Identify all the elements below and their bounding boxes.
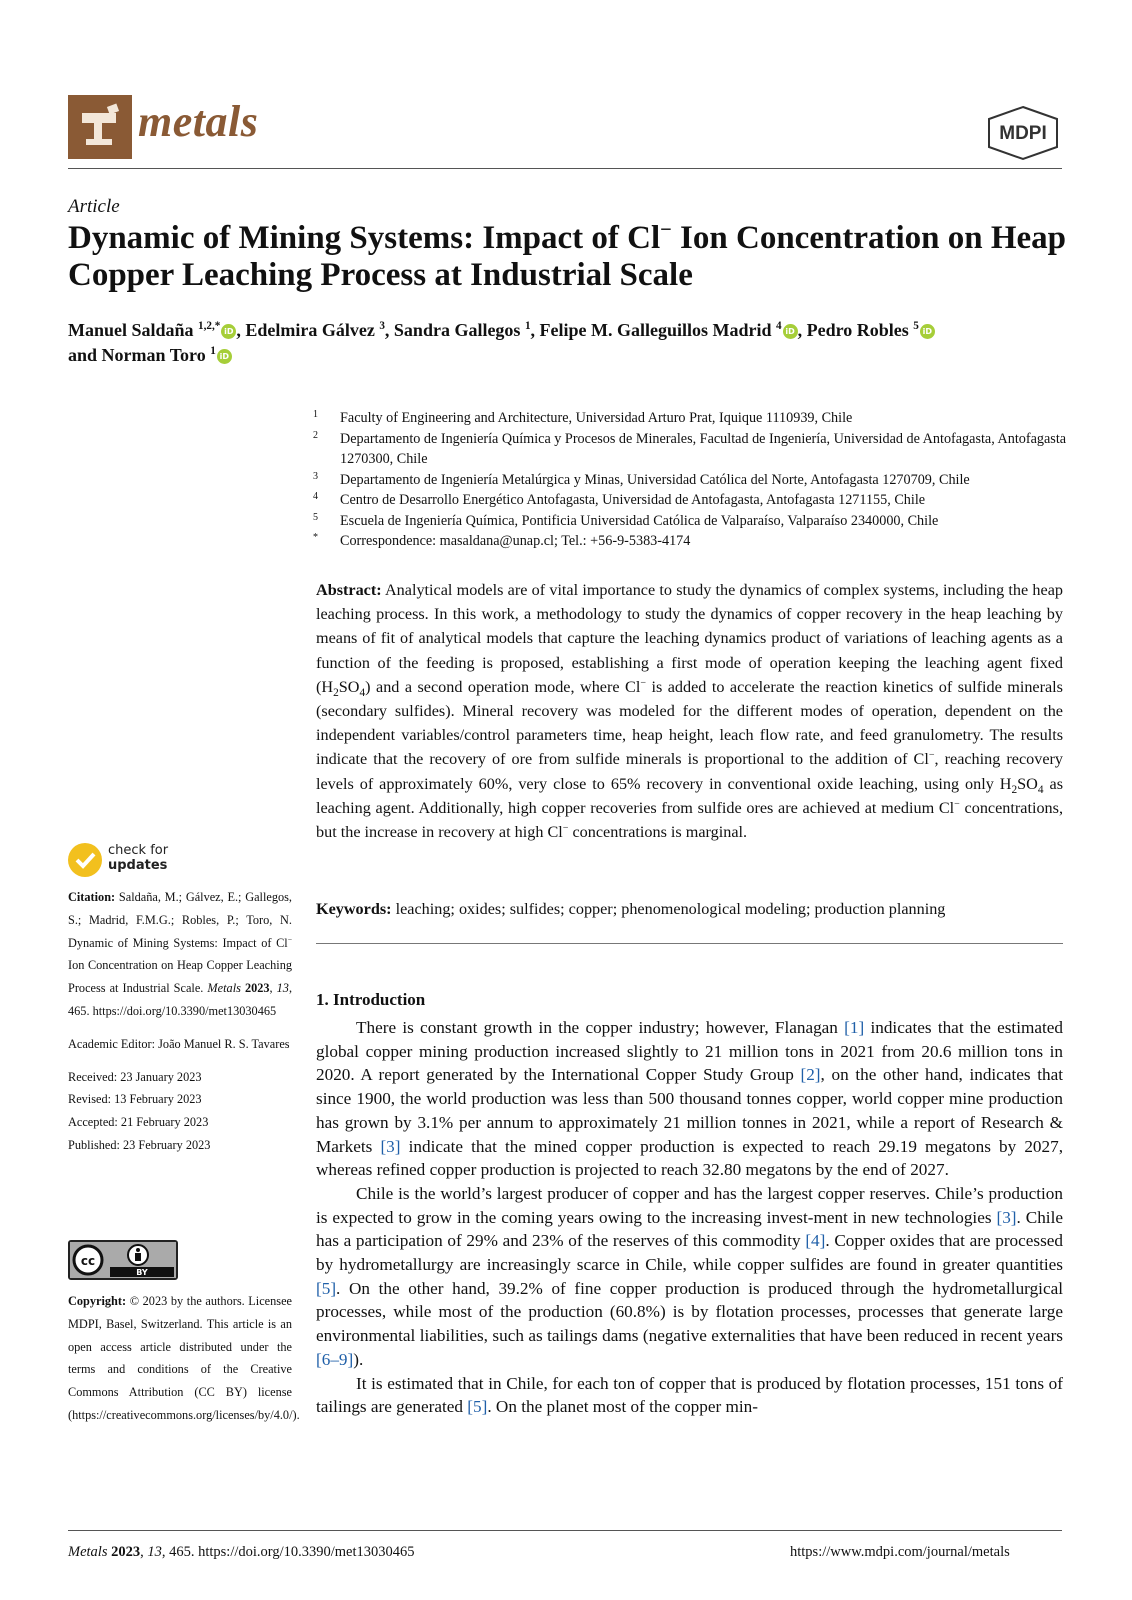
keywords: Keywords: leaching; oxides; sulfides; copper; phenomenological modeling; production planning	[316, 900, 946, 918]
citation-link[interactable]: [5]	[316, 1278, 337, 1298]
paragraph: Chile is the world’s largest producer of copper and has the largest copper reserves. Chile’s production is expected to grow in the coming years owing to the increasing invest-ment in new technologies [3]. Chile has a participation of 29% and 23% of the reserves of this commodity [4]. Copper oxides that are processed by hydrometallurgy are increasingly scarce in Chile, while copper sulfides are found in greater quantities [5]. On the other hand, 39.2% of fine copper production is produced through the hydrometallurgical processes, while most of the production (60.8%) is by flotation processes, processes that generate large environmental liabilities, such as tailings dams (negative externalities that have been reduced in recent years [6–9]).	[316, 1183, 1063, 1369]
paragraph: There is constant growth in the copper industry; however, Flanagan [1] indicates that the estimated global copper mining production increased slightly to 21 million tons in 2021 from 20.6 million tons in 2020. A report generated by the International Copper Study Group [2], on the other hand, indicates that since 1900, the world production was less than 500 thousand tonnes copper, world copper mine production has grown by 3.1% per annum to approximately 21 million tonnes in 2021, while a report of Research & Markets [3] indicate that the mined copper production is expected to reach 29.19 megatons by 2027, whereas refined copper production is projected to reach 32.80 megatons by the end of 2027.	[316, 1018, 1064, 1180]
paragraph: It is estimated that in Chile, for each ton of copper that is produced by flotation processes, 151 tons of tailings are generated [5]. On the planet most of the copper min-	[316, 1373, 1063, 1417]
citation-link[interactable]: [6–9]	[316, 1349, 354, 1369]
article-info-sidebar	[68, 886, 292, 1157]
introduction-body	[316, 1016, 1063, 1419]
orcid-icon[interactable]: iD	[221, 324, 236, 339]
footer-citation: Metals 2023, 13, 465. https://doi.org/10.3390/met13030465	[68, 1544, 415, 1560]
checkmark-icon	[68, 843, 102, 877]
citation-link[interactable]: [3]	[380, 1136, 401, 1156]
citation-link[interactable]: [3]	[996, 1207, 1017, 1227]
article-title: Dynamic of Mining Systems: Impact of Cl− Ion Concentration on Heap Copper Leaching Process at Industrial Scale	[68, 219, 1066, 293]
affiliation-item: 5 Escuela de Ingeniería Química, Pontificia Universidad Católica de Valparaíso, Valparaíso 2340000, Chile	[313, 511, 939, 529]
svg-text:BY: BY	[136, 1268, 148, 1277]
affiliation-item: 2 Departamento de Ingeniería Química y Procesos de Minerales, Facultad de Ingeniería, Universidad de Antofagasta, Antofagasta 1270300, Chile	[313, 429, 1067, 467]
check-for-updates-button[interactable]: check for updates	[68, 843, 198, 879]
cc-by-license-icon[interactable]	[68, 1240, 178, 1280]
academic-editor: Academic Editor: João Manuel R. S. Tavares	[68, 1036, 290, 1051]
date-published: Published: 23 February 2023	[68, 1137, 211, 1152]
citation-block: Citation: Saldaña, M.; Gálvez, E.; Gallegos, S.; Madrid, F.M.G.; Robles, P.; Toro, N. Dynamic of Mining Systems: Impact of Cl− Ion Concentration on Heap Copper Leaching Process at Industrial Scale. Metals 2023, 13, 465. https://doi.org/10.3390/met13030465	[68, 890, 293, 1018]
affiliation-item: 4 Centro de Desarrollo Energético Antofagasta, Universidad de Antofagasta, Antofagasta 1271155, Chile	[313, 491, 926, 508]
citation-link[interactable]: [2]	[800, 1065, 821, 1085]
affiliation-item: 1 Faculty of Engineering and Architecture, Universidad Arturo Prat, Iquique 1110939, Chile	[313, 409, 853, 426]
citation-link[interactable]: [5]	[467, 1397, 488, 1417]
abstract: Abstract: Analytical models are of vital importance to study the dynamics of complex systems, including the heap leaching process. In this work, a methodology to study the dynamics of copper recovery in the heap leaching by means of fit of analytical models that capture the leaching dynamics product of variations of leaching agents as a function of the feeding is proposed, establishing a first mode of operation keeping the leaching agent fixed $(H_2SO_4)$ and a second operation mode, where Cl− is added to accelerate the reaction kinetics of sulfide minerals (secondary sulfides). Mineral recovery was modeled for the different modes of operation, dependent on the independent variables/control parameters time, heap height, leach flow rate, and feed granulometry. The results indicate that the recovery of ore from sulfide minerals is proportional to the addition of Cl−, reaching recovery levels of approximately 60%, very close to 65% recovery in conventional oxide leaching, using only $H_2SO_4$ as leaching agent. Additionally, high copper recoveries from sulfide ores are achieved at medium Cl− concentrations, but the increase in recovery at high Cl− concentrations is marginal.	[316, 581, 1064, 842]
abstract-label: Abstract:	[316, 581, 382, 599]
orcid-icon[interactable]: iD	[217, 349, 232, 364]
section-divider	[316, 943, 1063, 944]
author-name: Manuel Saldaña	[68, 320, 194, 340]
section-heading: 1. Introduction	[316, 990, 426, 1009]
journal-logo-icon	[68, 95, 132, 159]
author-name: Pedro Robles	[806, 320, 909, 340]
affiliation-item: 3 Departamento de Ingeniería Metalúrgica y Minas, Universidad Católica del Norte, Antofagasta 1270709, Chile	[313, 470, 970, 488]
orcid-icon[interactable]: iD	[920, 324, 935, 339]
mdpi-logo-icon	[985, 105, 1061, 161]
correspondence: * Correspondence: masaldana@unap.cl; Tel.: +56-9-5383-4174	[313, 532, 691, 549]
svg-text:cc: cc	[80, 1254, 96, 1268]
article-type: Article	[68, 196, 120, 217]
author-list: Manuel Saldaña $^{1,2,*}$ iD , Edelmira Gálvez $^3$, Sandra Gallegos $^1$, Felipe M. Galleguillos Madrid $^4$ iD , Pedro Robles $^5$ iD and Norman Toro $^1$ iD	[68, 318, 1068, 368]
mdpi-logo-text: MDPI	[999, 123, 1047, 144]
author-name: Felipe M. Galleguillos Madrid	[539, 320, 772, 340]
author-name: Sandra Gallegos	[393, 320, 521, 340]
date-accepted: Accepted: 21 February 2023	[68, 1115, 209, 1130]
date-revised: Revised: 13 February 2023	[68, 1092, 202, 1107]
author-name: Edelmira Gálvez	[245, 320, 375, 340]
citation-link[interactable]: [1]	[844, 1018, 865, 1037]
author-name: Norman Toro	[101, 345, 206, 365]
keywords-label: Keywords:	[316, 900, 392, 918]
journal-url-link[interactable]: https://www.mdpi.com/journal/metals	[790, 1544, 1010, 1560]
journal-name: metals	[138, 97, 259, 146]
date-received: Received: 23 January 2023	[68, 1069, 202, 1084]
affiliations	[313, 408, 1073, 552]
footer-divider	[68, 1530, 1062, 1531]
citation-link[interactable]: [4]	[805, 1231, 826, 1251]
orcid-icon[interactable]: iD	[783, 324, 798, 339]
copyright-notice: Copyright: © 2023 by the authors. Licensee MDPI, Basel, Switzerland. This article is an open access article distributed under the terms and conditions of the Creative Commons Attribution (CC BY) license (https://creativecommons.org/licenses/by/4.0/).	[68, 1294, 300, 1422]
header-divider	[68, 168, 1062, 169]
